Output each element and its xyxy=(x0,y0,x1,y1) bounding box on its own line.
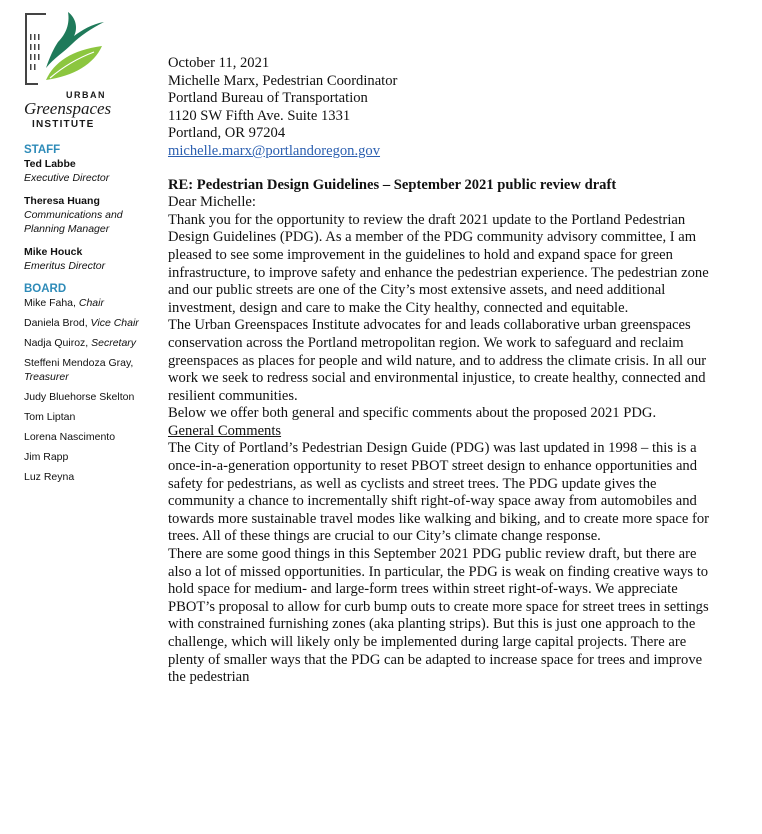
board-member-name: Judy Bluehorse Skelton xyxy=(24,391,135,403)
staff-name: Mike Houck xyxy=(24,246,83,258)
board-member-name: Jim Rapp xyxy=(24,451,69,463)
recipient-city: Portland, OR 97204 xyxy=(168,125,286,142)
paragraph-general: The City of Portland’s Pedestrian Design Guide (PDG) was last updated in 1998 – this is a once-in-a-generation opportunity to reset PBOT street design to enhance opportunities and safety for pedestrians, as well as cyclists and street trees. The PDG update gives the community a chance to incrementally shift right-of-way space away from automobiles and towards more sustainable travel modes like walking and biking, and to create more space for trees. All of these things are crucial to our City’s climate change response. xyxy=(168,440,710,545)
logo-word-greenspaces: Greenspaces xyxy=(24,99,112,118)
staff-heading: STAFF xyxy=(24,144,61,156)
staff-title: Executive Director xyxy=(24,172,110,184)
salutation: Dear Michelle: xyxy=(168,194,256,211)
board-member xyxy=(24,356,150,384)
letter-body xyxy=(168,55,716,687)
board-member-name: Luz Reyna xyxy=(24,471,75,483)
board-member xyxy=(24,316,150,330)
board-member-name: Steffeni Mendoza Gray, xyxy=(24,357,134,369)
subject-line: RE: Pedestrian Design Guidelines – September 2021 public review draft xyxy=(168,176,617,193)
sidebar xyxy=(24,8,150,490)
board-member xyxy=(24,336,150,350)
board-member-role: Chair xyxy=(78,297,104,309)
urban-greenspaces-logo xyxy=(24,8,114,134)
board-member xyxy=(24,430,150,444)
recipient-org: Portland Bureau of Transportation xyxy=(168,90,368,107)
recipient-name: Michelle Marx, Pedestrian Coordinator xyxy=(168,72,398,89)
paragraph-intro: Thank you for the opportunity to review the draft 2021 update to the Portland Pedestrian Design Guidelines (PDG). As a member of the PDG community advisory committee, I am pleased to see some improvement in the guidelines to hold and expand space for green infrastructure, to improve safety and enhance the pedestrian experience. The pedestrian zone and our public streets are one of the City’s most extensive assets, and need additional investment, design and care to make the City healthy, connected and equitable. xyxy=(168,211,709,316)
board-member-role: Treasurer xyxy=(24,371,69,383)
staff-name: Ted Labbe xyxy=(24,158,76,170)
paragraph-missed-opportunities: There are some good things in this September 2021 PDG public review draft, but there are also a lot of missed opportunities. In particular, the PDG is weak on finding creative ways to hold space for medium- and large-form trees within street right-of-ways. We appreciate PBOT’s proposal to allow for curb bump outs to create more space for street trees in settings with constrained furnishing zones (aka planting strips). But this is just one approach to the challenge, which will likely only be implemented during large capital projects. There are plenty of smaller ways that the PDG can be adapted to increase space for trees and improve the pedestrian xyxy=(168,546,709,686)
board-member xyxy=(24,450,150,464)
staff-entry xyxy=(24,245,150,273)
recipient-address xyxy=(168,73,716,161)
staff-title: Communications and Planning Manager xyxy=(24,209,123,235)
letter-date: October 11, 2021 xyxy=(168,55,270,71)
staff-name: Theresa Huang xyxy=(24,195,100,207)
recipient-street: 1120 SW Fifth Ave. Suite 1331 xyxy=(168,107,351,124)
board-member-name: Nadja Quiroz, xyxy=(24,337,92,349)
logo-word-institute: INSTITUTE xyxy=(32,119,95,130)
board-member xyxy=(24,470,150,484)
board-member-name: Lorena Nascimento xyxy=(24,431,116,443)
board-member-name: Mike Faha, xyxy=(24,297,79,309)
staff-entry xyxy=(24,157,150,185)
recipient-email-link[interactable]: michelle.marx@portlandoregon.gov xyxy=(168,142,381,159)
logo-mark-icon xyxy=(24,8,114,92)
staff-entry xyxy=(24,194,150,236)
logo-word-urban: URBAN xyxy=(66,90,106,100)
paragraph-about: The Urban Greenspaces Institute advocates for and leads collaborative urban greenspaces conservation across the Portland metropolitan region. We work to safeguard and reclaim greenspaces as places for people and wild nature, and to address the climate crisis. In all our work we seek to redress social and environmental injustice, to create healthy, connected and resilient communities. xyxy=(168,317,707,404)
board-member-name: Tom Liptan xyxy=(24,411,76,423)
board-member xyxy=(24,296,150,310)
board-member-role: Vice Chair xyxy=(90,317,139,329)
paragraph-summary: Below we offer both general and specific comments about the proposed 2021 PDG. xyxy=(168,405,657,422)
board-member-role: Secretary xyxy=(91,337,137,349)
board-heading: BOARD xyxy=(24,283,67,295)
general-comments-heading: General Comments xyxy=(168,422,282,439)
board-member-name: Daniela Brod, xyxy=(24,317,91,329)
staff-title: Emeritus Director xyxy=(24,260,106,272)
board-member xyxy=(24,410,150,424)
board-member xyxy=(24,390,150,404)
